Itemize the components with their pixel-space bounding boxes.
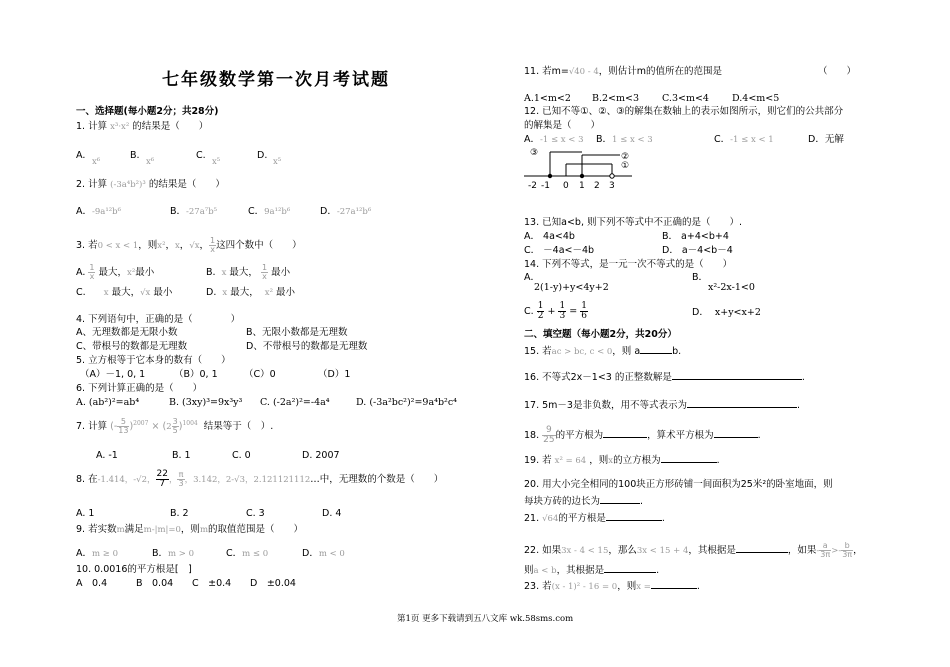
question-16: 16. 不等式2x－1<3 的正整数解是 . xyxy=(524,369,805,384)
point-3-open xyxy=(610,174,614,178)
question-3: 3. 若0 < x < 1，则x²，x，√x， $\frac{1}{x}$ 这四个数中（ ） xyxy=(76,236,302,254)
q3-opt-b: B. x 最大， $\frac{1}{x}$ 最小 xyxy=(206,263,291,281)
point-1 xyxy=(580,174,584,178)
q15-blank[interactable] xyxy=(640,343,672,354)
q14-opt-d: D． x+y<x+2 xyxy=(692,307,761,318)
q2-opt-d: D．-27a¹²b⁶ xyxy=(320,206,372,217)
q11-opt-a: A.1<m<2 xyxy=(524,93,571,104)
question-12: 12. 已知不等①、②、③的解集在数轴上的表示如图所示，则它们的公共部分 xyxy=(524,106,844,117)
q2-opt-c: C．9a¹²b⁶ xyxy=(248,206,291,217)
q1-opt-a-value: x⁶ xyxy=(92,157,101,167)
question-20: 20. 用大小完全相同的100块正方形砖铺一间面积为25米²的卧室地面，则 xyxy=(524,479,833,490)
question-10: 10. 0.0016的平方根是[ ] xyxy=(76,564,192,575)
q17-blank[interactable] xyxy=(687,397,797,408)
q12-opt-a: A．-1 ≤ x < 3 xyxy=(524,134,584,145)
q7-opt-a: A. -1 xyxy=(96,450,118,461)
question-1 xyxy=(76,121,208,133)
q4-opt-a: A、无理数都是无限小数 xyxy=(76,327,178,338)
q3-opt-d: D. x 最大， x² 最小 xyxy=(206,287,296,298)
q2-opt-b: B．-27a⁷b⁵ xyxy=(170,206,218,217)
q6-opt-d: D. (-3a²bc²)²=9a⁴b²c⁴ xyxy=(356,397,457,408)
q10-opt-c: C ±0.4 xyxy=(192,578,232,589)
q22-blank-1[interactable] xyxy=(736,542,788,553)
question-13: 13. 已知a<b, 则下列不等式中不正确的是（ ）. xyxy=(524,217,742,228)
question-11: 11. 若m=√40 - 4，则估计m的值所在的范围是 xyxy=(524,66,723,77)
label-circle-2: ② xyxy=(621,152,630,162)
q1-opt-d-value: x⁵ xyxy=(273,157,282,167)
section-choice-heading: 一、选择题(每小题2分；共28分) xyxy=(76,106,219,117)
question-14: 14. 下列不等式，是一元一次不等式的是（ ） xyxy=(524,259,733,270)
question-17: 17. 5m－3是非负数，用不等式表示为 . xyxy=(524,397,800,412)
question-18: 18. $\frac{9}{25}$ 的平方根为 ，算术平方根为 . xyxy=(524,425,761,445)
question-2 xyxy=(76,179,225,191)
q13-opt-d: D． a－4<b－4 xyxy=(662,245,733,256)
q20-blank[interactable] xyxy=(600,493,640,504)
question-15: 15. 若ac > bc, c < 0，则 a b. xyxy=(524,343,681,358)
q8-opt-d: D. 4 xyxy=(322,508,342,519)
q14-opt-a: 2(1-y)+y<4y+2 xyxy=(534,282,609,293)
q5-opt-c: （C）0 xyxy=(244,369,276,380)
q4-opt-c: C、带根号的数都是无理数 xyxy=(76,341,188,352)
q3-opt-c: C. x 最大，√x 最小 xyxy=(76,287,173,298)
q3-opt-a: A. $\frac{1}{x}$ 最大，x²最小 xyxy=(76,263,155,281)
q1-opt-b-value: x⁶ xyxy=(146,157,155,167)
q11-opt-b: B.2<m<3 xyxy=(592,93,640,104)
page-title: 七年级数学第一次月考试题 xyxy=(162,70,390,90)
q14-opt-b: x²-2x-1<0 xyxy=(708,282,755,293)
q1-opt-c-value: x⁵ xyxy=(212,157,221,167)
q7-opt-b: B. 1 xyxy=(172,450,191,461)
q10-opt-b: B 0.04 xyxy=(136,578,174,589)
tick-label-1: 1 xyxy=(579,181,585,191)
tick-label-3: 3 xyxy=(609,181,615,191)
q18-blank-1[interactable] xyxy=(603,427,647,438)
question-4: 4. 下列语句中，正确的是（ ） xyxy=(76,314,241,325)
q9-opt-a: A．m ≥ 0 xyxy=(76,548,118,559)
q8-opt-a: A. 1 xyxy=(76,508,95,519)
q11-opt-c: C.3<m<4 xyxy=(662,93,709,104)
q2-opt-a: A．-9a¹²b⁶ xyxy=(76,206,122,217)
tick-label-2: 2 xyxy=(594,181,600,191)
label-circle-1: ① xyxy=(621,161,630,171)
section-fill-heading: 二、填空题（每小题2分，共20分） xyxy=(524,329,677,340)
q10-opt-d: D ±0.04 xyxy=(250,578,296,589)
question-5: 5. 立方根等于它本身的数有（ ） xyxy=(76,355,231,366)
q8-opt-b: B. 2 xyxy=(170,508,189,519)
q9-opt-d: D．m < 0 xyxy=(302,548,345,559)
q14-opt-a-label: A． xyxy=(524,272,540,283)
q4-opt-d: D、不带根号的数都是无理数 xyxy=(246,341,368,352)
label-circle-3: ③ xyxy=(530,148,539,158)
q13-opt-c: C． －4a<－4b xyxy=(524,245,595,256)
question-9: 9. 若实数m满足m-|m|=0，则m的取值范围是（ ） xyxy=(76,524,304,535)
q2-stem: 2. 计算 xyxy=(76,179,108,190)
q5-opt-a: （A）－1, 0, 1 xyxy=(80,369,146,380)
question-22-cont: 则a < b，其根据是 . xyxy=(524,562,659,577)
q1-opt-c: C. xyxy=(196,150,206,161)
q2-stem-end: 的结果是（ ） xyxy=(148,179,225,190)
q19-blank[interactable] xyxy=(661,452,717,463)
q11-opt-d: D.4<m<5 xyxy=(732,93,780,104)
question-12-cont: 的解集是（ ） xyxy=(524,120,601,131)
q6-opt-a: A. (ab²)²=ab⁴ xyxy=(76,397,140,408)
question-6: 6. 下列计算正确的是（ ） xyxy=(76,383,203,394)
q10-opt-a: A 0.4 xyxy=(76,578,108,589)
q18-blank-2[interactable] xyxy=(714,427,758,438)
q2-expr: (-3a⁴b²)³ xyxy=(110,180,146,190)
q12-opt-b: B．1 ≤ x < 3 xyxy=(596,134,653,145)
q4-opt-b: B、无限小数都是无理数 xyxy=(246,327,348,338)
q9-opt-b: B．m > 0 xyxy=(152,548,195,559)
q1-expr: x³·x² xyxy=(110,122,130,132)
q14-opt-b-label: B． xyxy=(692,272,709,283)
question-21: 21. √64的平方根是 . xyxy=(524,510,665,525)
q11-answer-paren: （ ） xyxy=(818,66,857,77)
q21-blank[interactable] xyxy=(606,510,662,521)
q1-opt-b: B. xyxy=(130,150,140,161)
q9-opt-c: C．m ≤ 0 xyxy=(226,548,269,559)
q5-opt-d: （D）1 xyxy=(318,369,351,380)
q1-stem-end: 的结果是（ ） xyxy=(132,121,209,132)
q8-opt-c: C. 3 xyxy=(246,508,265,519)
q22-blank-2[interactable] xyxy=(604,562,656,573)
q12-opt-d: D．无解 xyxy=(808,134,844,145)
tick-label-minus1: -1 xyxy=(541,181,550,191)
q5-opt-b: （B）0, 1 xyxy=(174,369,218,380)
question-7: 7. 计算 (- $\frac{5}{13}$ )$^{2007}$ × (2 $\frac{3}{5}$ )$^{1004}$ 结果等于（ ）. xyxy=(76,417,274,435)
q7-opt-c: C. 0 xyxy=(232,450,251,461)
q6-opt-c: C. (-2a²)²=-4a⁴ xyxy=(260,397,330,408)
q13-opt-b: B． a+4<b+4 xyxy=(662,231,729,242)
point-minus1 xyxy=(548,174,552,178)
question-8: 8. 在-1.414，-√2， $\frac{22}{7}$ ， $\frac{\pi}{3}$ ，3.142，2-√3，2.121121112…中，无理数的个数是（ ） xyxy=(76,469,444,489)
q1-opt-d: D. xyxy=(257,150,268,161)
number-line-figure xyxy=(524,146,634,192)
tick-label-minus2: -2 xyxy=(528,181,537,191)
q14-opt-c: C. $\frac{1}{2}$ + $\frac{1}{3}$ = $\frac{1}{6}$ xyxy=(524,301,587,321)
q6-opt-b: B. (3xy)³=9x³y³ xyxy=(169,397,243,408)
q23-blank[interactable] xyxy=(651,578,697,589)
question-20-cont: 每块方砖的边长为 . xyxy=(524,493,643,508)
q13-opt-a: A． 4a<4b xyxy=(524,231,575,242)
page-footer: 第1页 更多下载请到五八文库 wk.58sms.com xyxy=(397,614,574,624)
question-23: 23. 若(x - 1)² - 16 = 0，则x = . xyxy=(524,578,700,593)
q1-stem: 1. 计算 xyxy=(76,121,108,132)
tick-label-0: 0 xyxy=(563,181,569,191)
q7-opt-d: D. 2007 xyxy=(302,450,340,461)
q1-opt-a: A. xyxy=(76,150,86,161)
question-22: 22. 如果3x - 4 < 15，那么3x < 15 + 4，其根据是 ，如果- $\frac{a}{3\pi}$ >- $\frac{b}{3\pi}$ ， xyxy=(524,541,863,559)
q12-opt-c: C．-1 ≤ x < 1 xyxy=(714,134,774,145)
q16-blank[interactable] xyxy=(672,369,802,380)
question-19: 19. 若 x² = 64 ，则x的立方根为 . xyxy=(524,452,720,467)
